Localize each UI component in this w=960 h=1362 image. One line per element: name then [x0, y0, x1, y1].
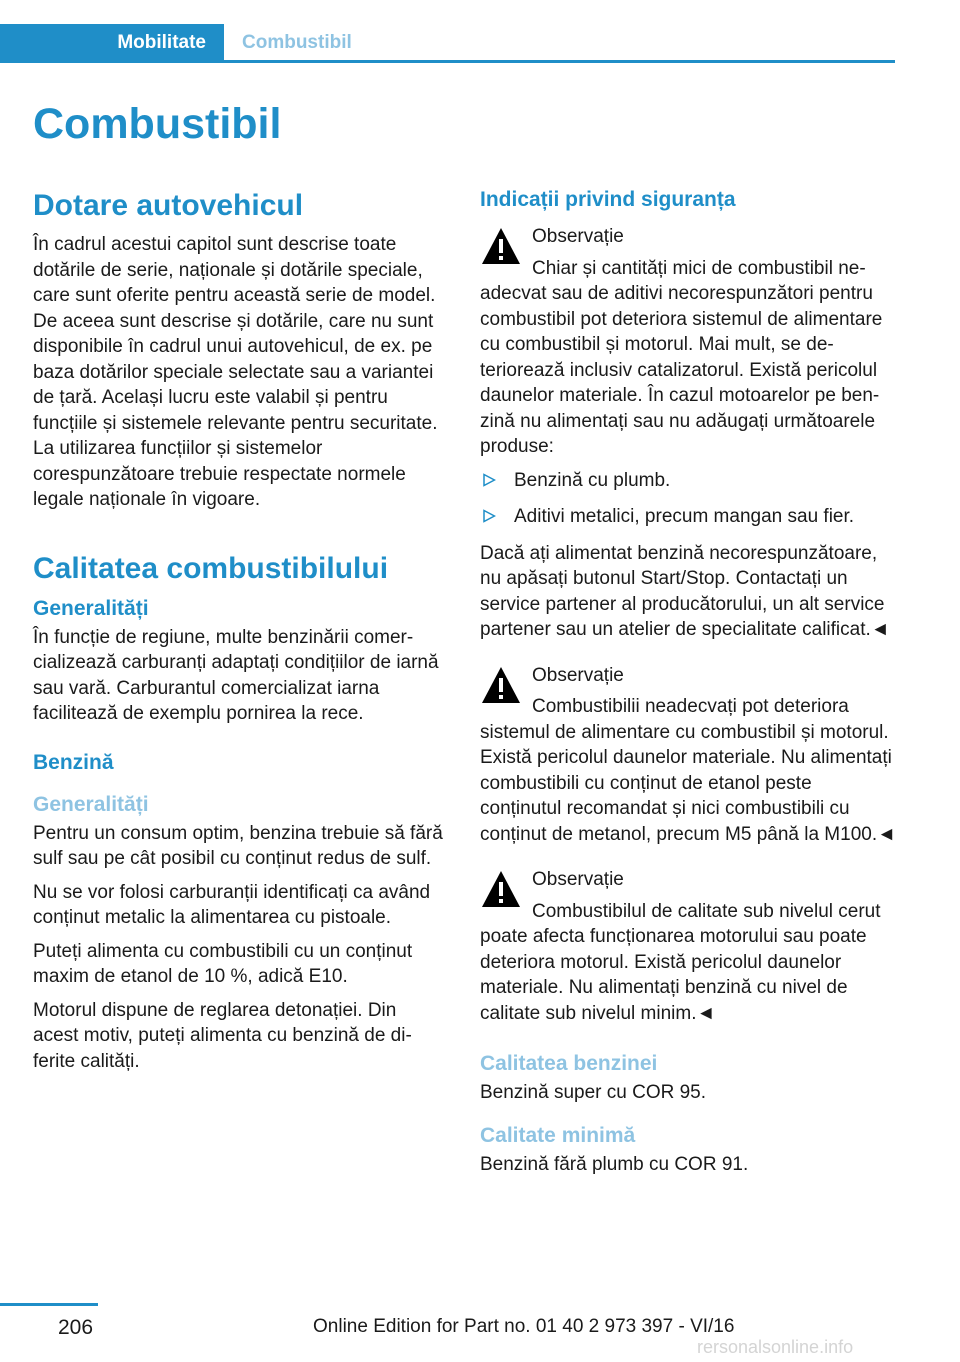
warning-triangle-icon	[480, 665, 522, 705]
warning-text: Chiar și cantități mici de combustibil neadecvat sau de aditivi necorespunzători pentru combustibil pot deteriora sistemul de alimentare cu combustibil și motorul. Mai mult, se deteriorează inclusiv catalizatorul. Există pericolul daunelor materiale. În cazul motoarelor pe benzină nu alimentați sau nu adăugați următoarele produse:	[480, 257, 883, 457]
tab-combustibil[interactable]: Combustibil	[242, 32, 352, 53]
heading-calitatea-benzinei: Calitatea benzinei	[480, 1052, 658, 1075]
warning-title: Observație	[532, 869, 624, 890]
footer-divider	[0, 1303, 98, 1306]
watermark: rersonalsonline.info	[697, 1337, 854, 1357]
warning-text: Combustibilii neadecvați pot deteriora sistemul de alimentare cu combustibil și motorul. Există pericolul daunelor materiale. Nu alimentați combustibili cu conținut de etanol peste conținutul recomandat și nici combustibili cu conținut de metanol, precum M5 până la M100.◄	[480, 696, 896, 845]
triangle-right-icon	[482, 509, 496, 523]
heading-dotare: Dotare autovehicul	[33, 189, 304, 222]
page-number: 206	[58, 1316, 94, 1339]
triangle-right-icon	[482, 473, 496, 487]
list-item-text: Aditivi metalici, precum mangan sau fier.	[514, 506, 855, 527]
list-item	[480, 468, 896, 494]
right-column	[480, 186, 896, 1185]
heading-siguranta: Indicații privind siguranța	[480, 188, 736, 211]
warning-triangle-icon	[480, 226, 522, 266]
list-item-text: Benzină cu plumb.	[514, 469, 671, 491]
calitatea-benzinei-text: Benzină super cu COR 95.	[480, 1082, 707, 1103]
heading-benzina: Benzină	[33, 750, 114, 774]
warning-box	[480, 222, 896, 460]
header-divider	[0, 60, 895, 63]
list-item	[480, 504, 896, 530]
benzina-paragraph: Pentru un consum optim, benzina trebuie să fără sulf sau pe cât posibil cu conținut redus de sulf.	[33, 822, 443, 869]
after-bullets-text: Dacă ați alimentat benzină necorespunzătoare, nu apăsați butonul Start/Stop. Contactați un service partener al producătorului, un alt service partener sau un atelier de specialitate calificat.◄	[480, 542, 890, 640]
warning-box	[480, 661, 896, 848]
dotare-text: În cadrul acestui capitol sunt descrise toate dotările de serie, naționale și dotările speciale, care sunt oferite pentru această serie de model. De aceea sunt descrise și dotările, care nu sunt disponibile în cadrul unui autovehicul, de ex. pe baza dotărilor speciale selectate sau a variantei de țară. Același lucru este valabil și pentru funcțiile și sistemele relevante pentru securitate. La utilizarea funcțiilor și sistemelor corespunzătoare trebuie respectate normele legale naționale în vigoare.	[33, 234, 438, 510]
tab-mobilitate[interactable]: Mobilitate	[0, 24, 224, 61]
warning-title: Observație	[532, 664, 624, 686]
page-title: Combustibil	[33, 100, 282, 148]
benzina-paragraph: Motorul dispune de reglarea detonației. Din acest motiv, puteți alimenta cu benzină de diferite calități.	[33, 999, 412, 1072]
generalitati-text: În funcție de regiune, multe benzinării comercializează carburanți adaptați condițiilor de iarnă sau vară. Carburantul comercializat iarna facilitează de exemplu pornirea la rece.	[33, 626, 439, 724]
warning-box	[480, 865, 896, 1026]
heading-calitate-minima: Calitate minimă	[480, 1123, 636, 1147]
warning-triangle-icon	[480, 869, 522, 909]
warning-text: Combustibilul de calitate sub nivelul cerut poate afecta funcționarea motorului sau poate deteriora motorul. Există pericolul daunelor materiale. Nu alimentați benzină cu nivel de calitate sub nivelul minim.◄	[480, 900, 881, 1024]
heading-benzina-generalitati: Generalități	[33, 792, 149, 816]
benzina-paragraph: Puteți alimenta cu combustibili cu un conținut maxim de etanol de 10 %, adică E10.	[33, 940, 413, 987]
calitate-minima-text: Benzină fără plumb cu COR 91.	[480, 1153, 749, 1175]
heading-generalitati: Generalități	[33, 596, 149, 620]
left-column	[33, 100, 447, 1082]
heading-calitatea-combustibilului: Calitatea combustibilului	[33, 551, 389, 585]
warning-title: Observație	[532, 226, 624, 247]
bullet-list	[480, 468, 896, 530]
edition-text: Online Edition for Part no. 01 40 2 973 397 - VI/16	[313, 1316, 735, 1337]
benzina-paragraph: Nu se vor folosi carburanții identificați ca având conținut metalic la alimentarea cu pistoale.	[33, 881, 431, 928]
